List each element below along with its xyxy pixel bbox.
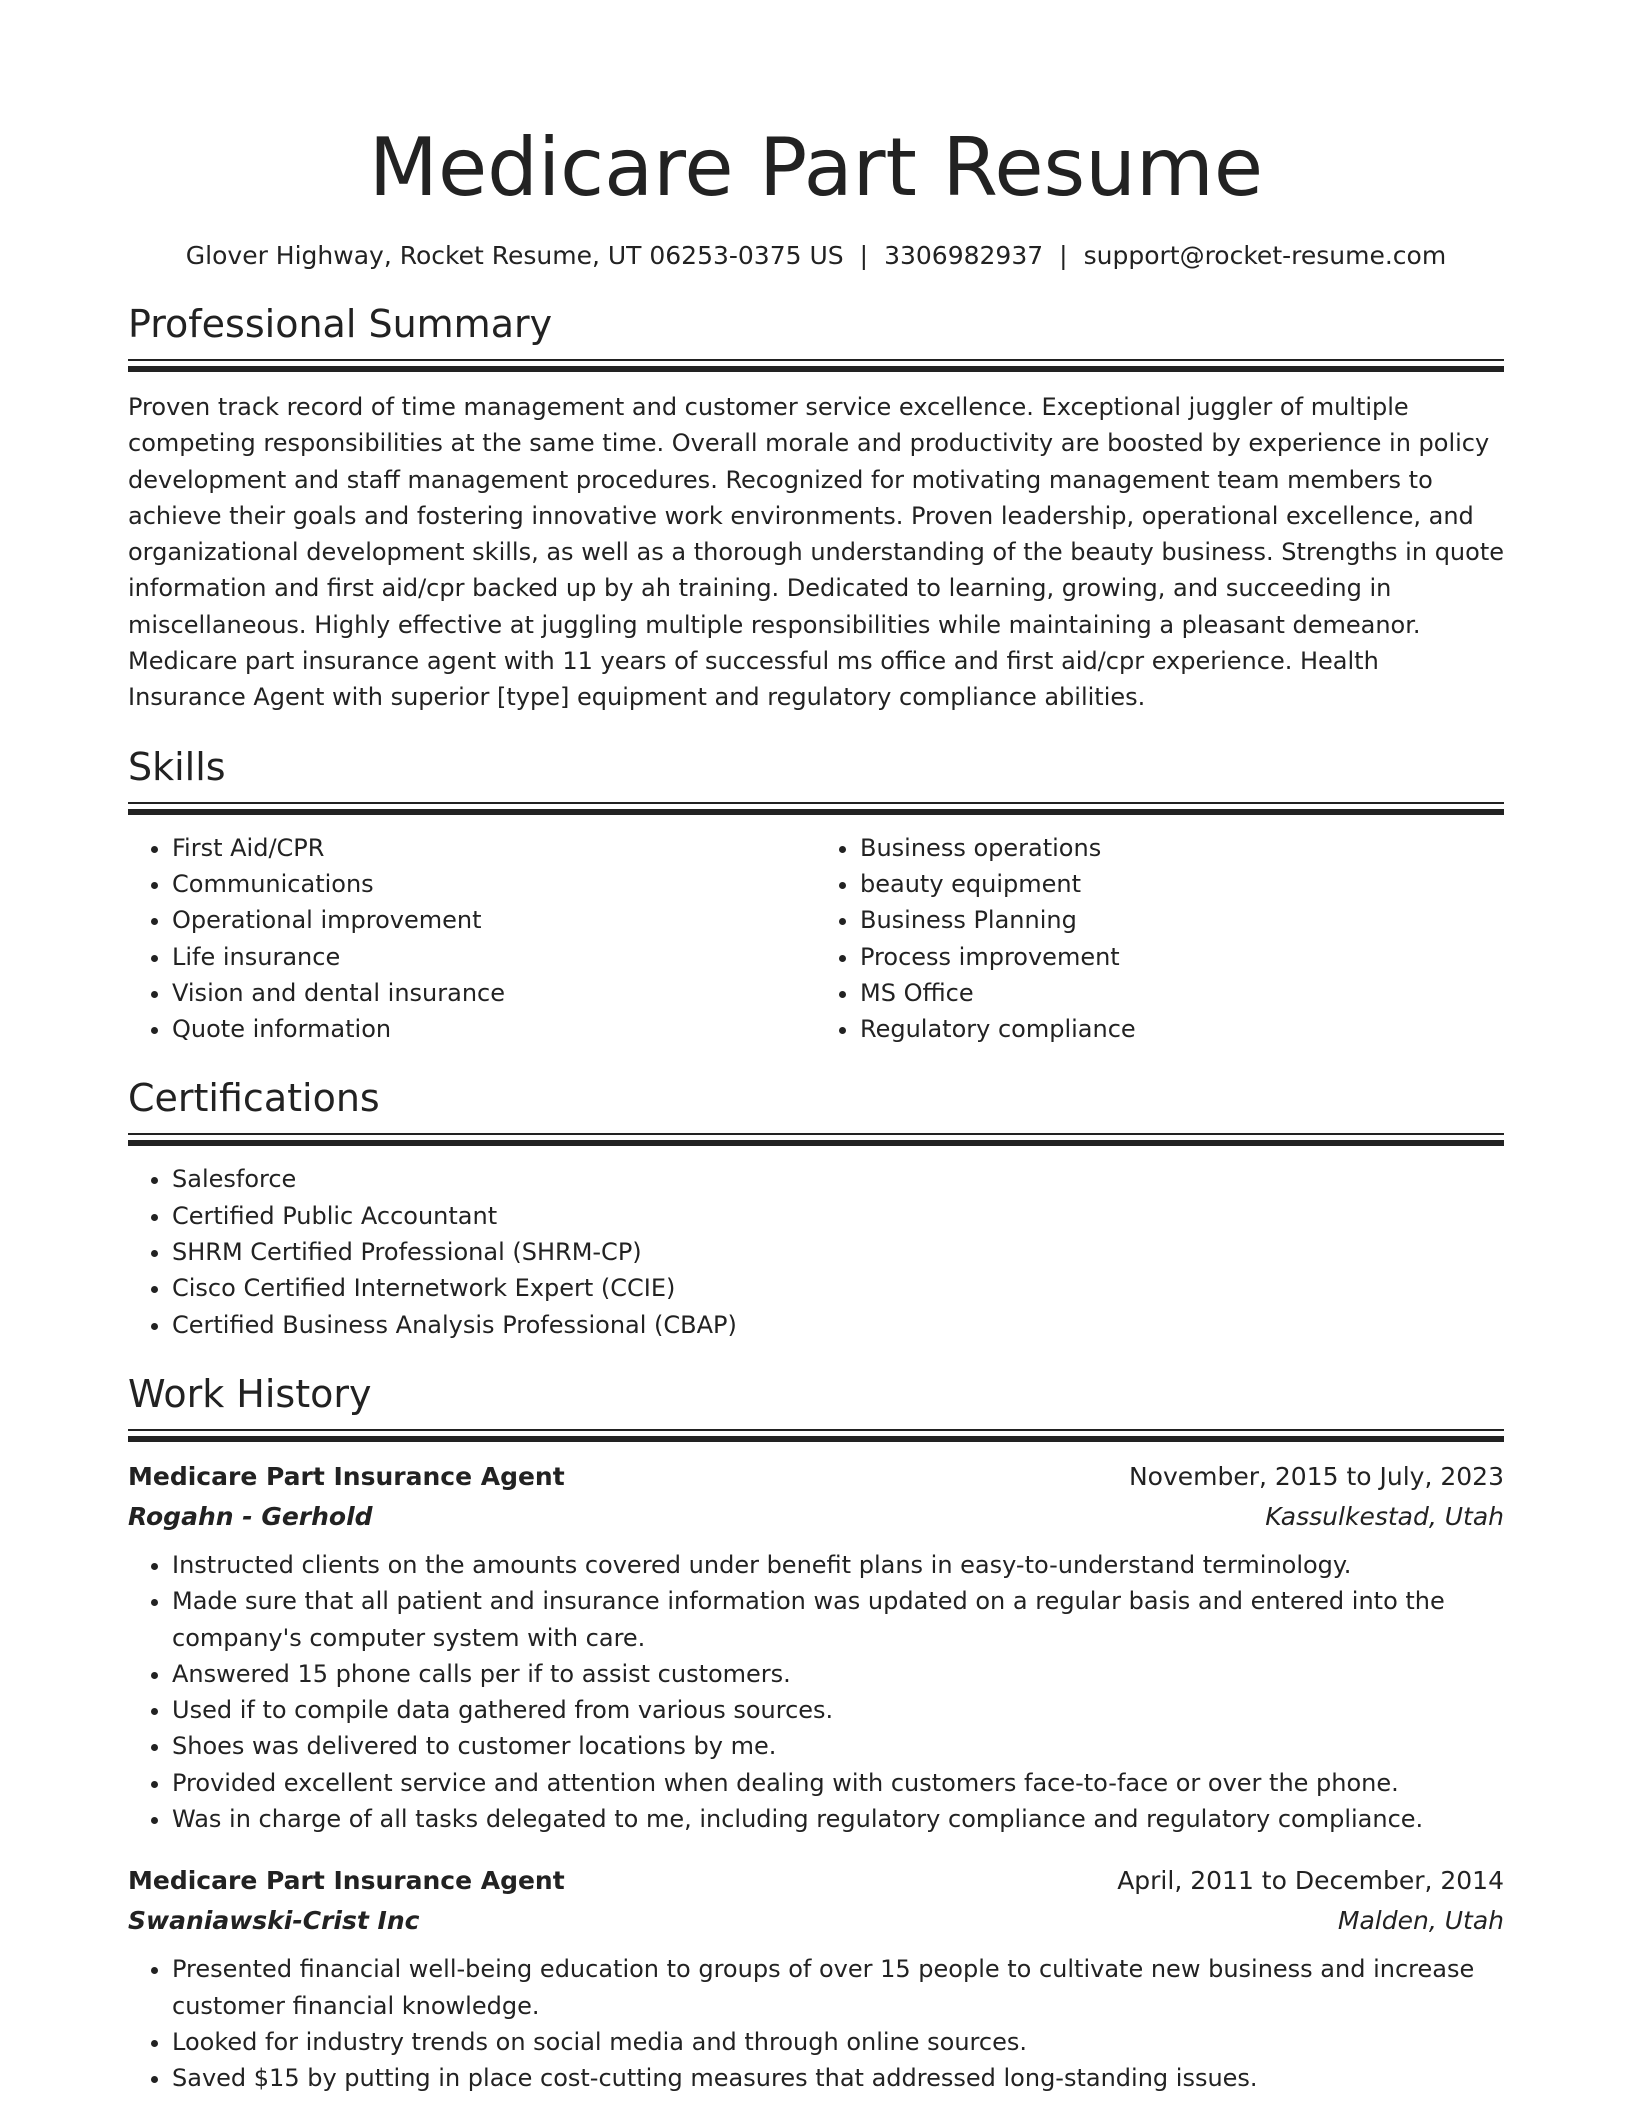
skill-item: • Communications	[172, 866, 816, 902]
job-bullet: • Made sure that all patient and insurance information was updated on a regular basis and entered into the company's computer system with care.	[172, 1583, 1504, 1656]
contact-email: support@rocket-resume.com	[1083, 241, 1447, 270]
skill-item: • Business operations	[860, 830, 1504, 866]
contact-address: Glover Highway, Rocket Resume, UT 06253-0375 US	[185, 241, 844, 270]
job-title: Medicare Part Insurance Agent	[128, 1866, 565, 1896]
certifications-heading: Certifications	[128, 1076, 380, 1121]
skill-item: • beauty equipment	[860, 866, 1504, 902]
skill-item: • Business Planning	[860, 902, 1504, 938]
job-bullet: • Provided excellent service and attention when dealing with customers face-to-face or over the phone.	[172, 1765, 1504, 1801]
job-entry	[128, 1861, 1504, 2096]
skills-heading: Skills	[128, 744, 226, 789]
certifications-section	[128, 1075, 1504, 1342]
skill-item: • First Aid/CPR	[172, 830, 816, 866]
summary-section	[128, 301, 1504, 716]
skill-item: • MS Office	[860, 975, 1504, 1011]
job-bullet: • Answered 15 phone calls per if to assist customers.	[172, 1656, 1504, 1692]
resume-page	[128, 0, 1504, 2097]
certification-item: • SHRM Certified Professional (SHRM-CP)	[172, 1234, 1504, 1270]
work-history-section	[128, 1371, 1504, 2097]
job-bullet: • Saved $15 by putting in place cost-cutting measures that addressed long-standing issues.	[172, 2060, 1504, 2096]
skill-item: • Operational improvement	[172, 902, 816, 938]
skill-item: • Quote information	[172, 1011, 816, 1047]
certification-item: • Cisco Certified Internetwork Expert (CCIE)	[172, 1270, 1504, 1306]
contact-separator: |	[859, 241, 869, 270]
skill-item: • Vision and dental insurance	[172, 975, 816, 1011]
job-company: Swaniawski-Crist Inc	[128, 1906, 420, 1936]
skill-item: • Process improvement	[860, 939, 1504, 975]
skills-columns	[128, 830, 1504, 1048]
summary-heading: Professional Summary	[128, 302, 553, 346]
skill-item: • Life insurance	[172, 939, 816, 975]
certification-item: • Certified Public Accountant	[172, 1198, 1504, 1234]
job-dates: November, 2015 to July, 2023	[1128, 1461, 1504, 1491]
section-divider	[128, 359, 1504, 373]
summary-text: Proven track record of time management and customer service excellence. Exceptional juggler of multiple competing responsibilities at the same time. Overall morale and productivity are boosted by experience in policy development and staff management procedures. Recognized for motivating management team members to achieve their goals and fostering innovative work environments. Proven leadership, operational excellence, and organizational development skills, as well as a thorough understanding of the beauty business. Strengths in quote information and first aid/cpr backed up by ah training. Dedicated to learning, growing, and succeeding in miscellaneous. Highly effective at juggling multiple responsibilities while maintaining a pleasant demeanor. Medicare part insurance agent with 11 years of successful ms office and first aid/cpr experience. Health Insurance Agent with superior [type] equipment and regulatory compliance abilities.	[128, 393, 1504, 712]
contact-phone: 3306982937	[884, 241, 1044, 270]
contact-separator: |	[1059, 241, 1068, 270]
section-divider	[128, 1133, 1504, 1147]
work-history-heading: Work History	[128, 1371, 372, 1416]
skills-list-right	[816, 830, 1504, 1048]
job-location: Kassulkestad, Utah	[1265, 1501, 1504, 1531]
job-bullet: • Presented financial well-being education to groups of over 15 people to cultivate new business and increase customer financial knowledge.	[172, 1951, 1504, 2024]
job-bullets	[128, 1951, 1504, 2096]
skill-item: • Regulatory compliance	[860, 1011, 1504, 1047]
job-company: Rogahn - Gerhold	[128, 1501, 373, 1531]
job-entry	[128, 1457, 1504, 1837]
job-title: Medicare Part Insurance Agent	[128, 1461, 565, 1491]
job-bullet: • Was in charge of all tasks delegated to me, including regulatory compliance and regulatory compliance.	[172, 1801, 1504, 1837]
job-bullets	[128, 1547, 1504, 1837]
job-bullet: • Used if to compile data gathered from various sources.	[172, 1692, 1504, 1728]
contact-line	[128, 239, 1504, 273]
certification-item: • Salesforce	[172, 1161, 1504, 1197]
section-divider	[128, 802, 1504, 816]
job-bullet: • Shoes was delivered to customer locations by me.	[172, 1728, 1504, 1764]
certifications-list	[128, 1161, 1504, 1342]
certification-item: • Certified Business Analysis Professional (CBAP)	[172, 1307, 1504, 1343]
skills-section	[128, 744, 1504, 1048]
job-bullet: • Looked for industry trends on social media and through online sources.	[172, 2024, 1504, 2060]
skills-list-left	[128, 830, 816, 1048]
job-location: Malden, Utah	[1337, 1906, 1504, 1936]
resume-name: Medicare Part Resume	[368, 121, 1264, 214]
job-bullet: • Instructed clients on the amounts covered under benefit plans in easy-to-understand terminology.	[172, 1547, 1504, 1583]
section-divider	[128, 1429, 1504, 1443]
job-dates: April, 2011 to December, 2014	[1117, 1866, 1504, 1896]
